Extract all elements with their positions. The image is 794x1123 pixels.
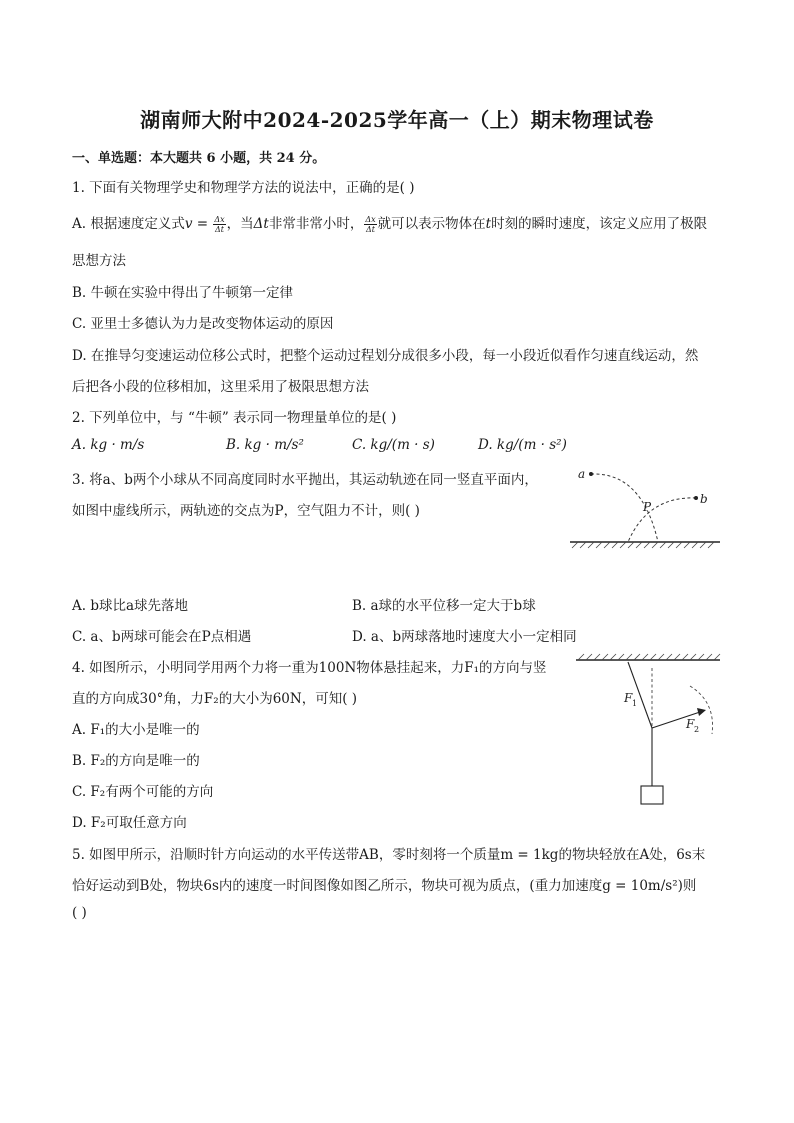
q1-a-mid1: ，当 [226, 216, 254, 232]
q4-option-c: C. F₂有两个可能的方向 [72, 784, 214, 800]
q3-projectile-figure [560, 458, 730, 554]
q1-option-b: B. 牛顿在实验中得出了牛顿第一定律 [72, 285, 294, 301]
q1-a-v: v = [184, 216, 213, 232]
f2-arrowhead [697, 708, 706, 716]
fraction-numerator: Δx [365, 215, 376, 224]
q1-option-a [72, 212, 707, 234]
q1-a-mid3: 就可以表示物体在 [377, 216, 486, 232]
ball-b [694, 496, 698, 500]
fraction-denominator: Δt [366, 225, 375, 234]
q1-stem: 1. 下面有关物理学史和物理学方法的说法中，正确的是( ) [72, 180, 415, 196]
q3-option-c: C. a、b两球可能会在P点相遇 [72, 629, 252, 645]
q4-option-a: A. F₁的大小是唯一的 [72, 722, 200, 738]
label-p: P [643, 500, 652, 514]
q3-stem-line1: 3. 将a、b两个小球从不同高度同时水平抛出，其运动轨迹在同一竖直平面内， [72, 472, 538, 488]
q4-stem-line1: 4. 如图所示，小明同学用两个力将一重为100N物体悬挂起来，力F₁的方向与竖 [72, 660, 547, 676]
q1-a-fraction-2 [364, 215, 376, 234]
q1-option-a-cont: 思想方法 [72, 253, 126, 269]
q4-stem-line2: 直的方向成30°角，力F₂的大小为60N，可知( ) [72, 691, 358, 707]
ceiling-hatching [578, 654, 720, 660]
q1-a-tail: 时刻的瞬时速度，该定义应用了极限 [491, 216, 708, 232]
q4-option-d: D. F₂可取任意方向 [72, 815, 187, 831]
q2-option-d: D. kg/(m · s²) [478, 437, 567, 453]
label-f1: F [624, 691, 633, 705]
ball-a [589, 472, 593, 476]
q1-a-prefix: A. 根据速度定义式 [72, 216, 185, 232]
label-a: a [578, 467, 586, 481]
q3-stem-line2: 如图中虚线所示，两轨迹的交点为P，空气阻力不计，则( ) [72, 503, 420, 519]
q3-option-b: B. a球的水平位移一定大于b球 [352, 598, 536, 614]
q2-option-c: C. kg/(m · s) [352, 437, 435, 453]
q1-a-mid2: 非常非常小时， [268, 216, 364, 232]
q1-option-c: C. 亚里士多德认为力是改变物体运动的原因 [72, 316, 334, 332]
q2-stem: 2. 下列单位中，与 “牛顿” 表示同一物理量单位的是( ) [72, 410, 397, 426]
q2-option-b: B. kg · m/s² [226, 437, 304, 453]
label-f1-subscript: 1 [632, 699, 638, 708]
q1-a-dt: Δt [253, 216, 269, 232]
fraction-denominator: Δt [215, 225, 225, 234]
q3-option-d: D. a、b两球落地时速度大小一定相同 [352, 629, 577, 645]
trajectory-b [628, 498, 696, 542]
section-heading: 一、单选题：本大题共 6 小题，共 24 分。 [72, 151, 326, 166]
hanging-block [641, 786, 663, 804]
q5-stem-line1: 5. 如图甲所示，沿顺时针方向运动的水平传送带AB，零时刻将一个质量m = 1kg的物块轻放在A处，6s末 [72, 847, 706, 863]
q1-option-d-line2: 后把各小段的位移相加，这里采用了极限思想方法 [72, 379, 369, 395]
q2-option-a: A. kg · m/s [72, 437, 145, 453]
label-f2: F [686, 717, 695, 731]
ground-hatching [572, 542, 714, 548]
q1-a-t: t [485, 216, 492, 232]
q1-option-d-line1: D. 在推导匀变速运动位移公式时，把整个运动过程划分成很多小段，每一小段近似看作匀速直线运动，然 [72, 348, 699, 364]
q1-a-fraction [213, 215, 225, 234]
fraction-numerator: Δx [214, 215, 225, 224]
q5-stem-line2: 恰好运动到B处，物块6s内的速度一时间图像如图乙所示，物块可视为质点，(重力加速度g = 10m/s²)则 [72, 878, 697, 894]
paper-title: 湖南师大附中2024-2025学年高一（上）期末物理试卷 [140, 108, 654, 132]
label-f2-subscript: 2 [694, 725, 700, 734]
q3-option-a: A. b球比a球先落地 [72, 598, 189, 614]
q4-force-figure [570, 650, 725, 810]
q4-option-b: B. F₂的方向是唯一的 [72, 753, 200, 769]
label-b: b [700, 492, 708, 506]
q5-stem-line3: ( ) [72, 905, 87, 921]
